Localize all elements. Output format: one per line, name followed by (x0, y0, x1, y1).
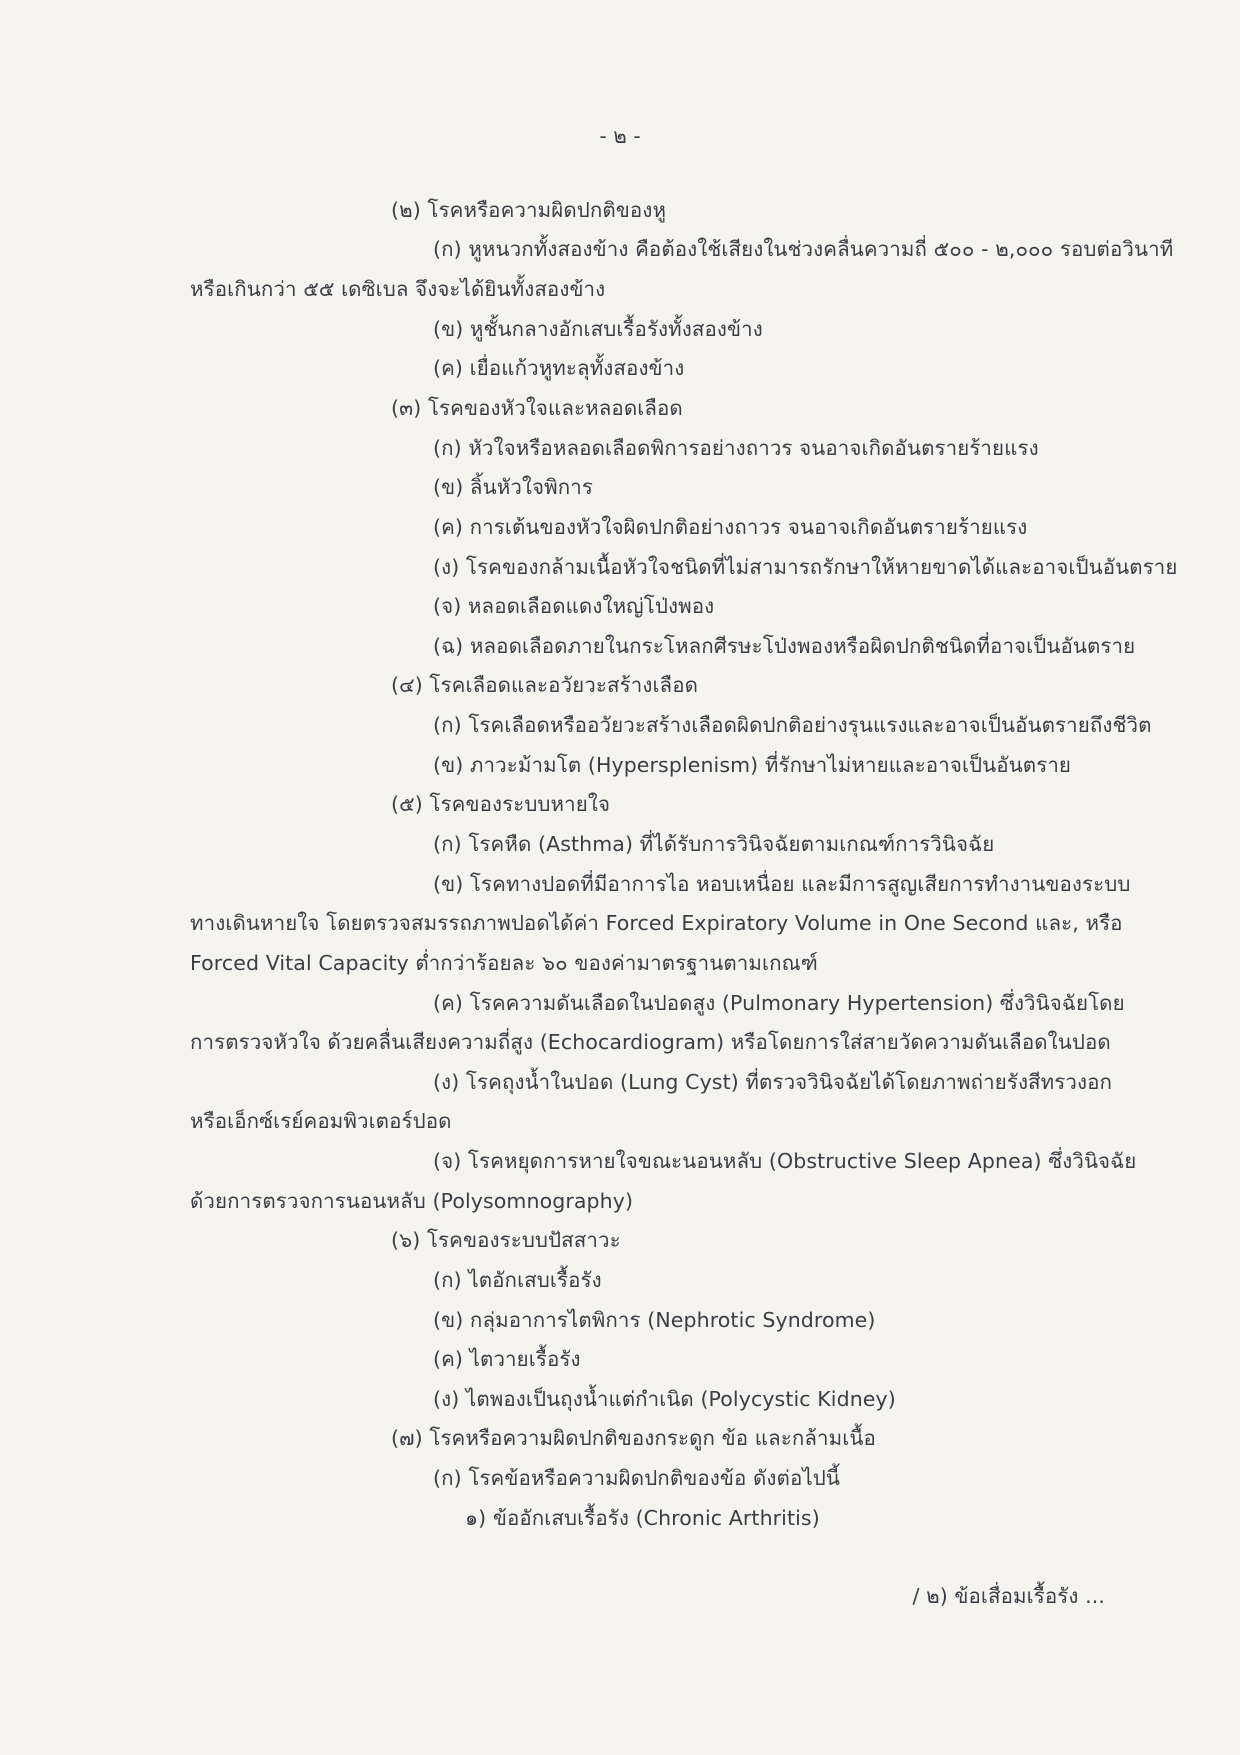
list-item: (ง) โรคของกล้ามเนื้อหัวใจชนิดที่ไม่สามารถรักษาให้หายขาดได้และอาจเป็นอันตราย (433, 555, 1178, 579)
list-item: (ก) ไตอักเสบเรื้อรัง (433, 1268, 602, 1292)
continuation-note: / ๒) ข้อเสื่อมเรื้อรัง ... (912, 1584, 1105, 1608)
sub-list-item: ๑) ข้ออักเสบเรื้อรัง (Chronic Arthritis) (465, 1506, 820, 1530)
list-item: (ก) หัวใจหรือหลอดเลือดพิการอย่างถาวร จนอาจเกิดอันตรายร้ายแรง (433, 436, 1039, 460)
list-item: (ง) โรคถุงน้ำในปอด (Lung Cyst) ที่ตรวจวินิจฉัยได้โดยภาพถ่ายรังสีทรวงอก (433, 1070, 1113, 1094)
list-item: (ค) เยื่อแก้วหูทะลุทั้งสองข้าง (433, 356, 685, 380)
list-item-continuation: ด้วยการตรวจการนอนหลับ (Polysomnography) (190, 1189, 634, 1213)
list-item: (ฉ) หลอดเลือดภายในกระโหลกศีรษะโป่งพองหรือผิดปกติชนิดที่อาจเป็นอันตราย (433, 634, 1136, 658)
list-item-continuation: Forced Vital Capacity ต่ำกว่าร้อยละ ๖๐ ของค่ามาตรฐานตามเกณฑ์ (190, 951, 818, 975)
list-item-continuation: การตรวจหัวใจ ด้วยคลื่นเสียงความถี่สูง (Echocardiogram) หรือโดยการใส่สายวัดความดันเลือดในปอด (190, 1030, 1111, 1054)
list-item: (ค) โรคความดันเลือดในปอดสูง (Pulmonary Hypertension) ซึ่งวินิจฉัยโดย (433, 991, 1125, 1015)
list-item: (ค) ไตวายเรื้อรัง (433, 1347, 581, 1371)
list-item: (ข) โรคทางปอดที่มีอาการไอ หอบเหนื่อย และมีการสูญเสียการทำงานของระบบ (433, 872, 1131, 896)
list-item: (ข) ลิ้นหัวใจพิการ (433, 475, 593, 499)
list-item: (ค) การเต้นของหัวใจผิดปกติอย่างถาวร จนอาจเกิดอันตรายร้ายแรง (433, 515, 1028, 539)
list-item: (จ) โรคหยุดการหายใจขณะนอนหลับ (Obstructive Sleep Apnea) ซึ่งวินิจฉัย (433, 1149, 1137, 1173)
section-heading: (๕) โรคของระบบหายใจ (391, 792, 611, 816)
list-item: (ก) โรคข้อหรือความผิดปกติของข้อ ดังต่อไปนี้ (433, 1466, 840, 1490)
list-item: (ข) กลุ่มอาการไตพิการ (Nephrotic Syndrome) (433, 1308, 876, 1332)
list-item: (ก) หูหนวกทั้งสองข้าง คือต้องใช้เสียงในช่วงคลื่นความถี่ ๕๐๐ - ๒,๐๐๐ รอบต่อวินาที (433, 237, 1174, 261)
list-item: (ก) โรคเลือดหรืออวัยวะสร้างเลือดผิดปกติอย่างรุนแรงและอาจเป็นอันตรายถึงชีวิต (433, 713, 1152, 737)
list-item: (ข) หูชั้นกลางอักเสบเรื้อรังทั้งสองข้าง (433, 317, 763, 341)
list-item-continuation: ทางเดินหายใจ โดยตรวจสมรรถภาพปอดได้ค่า Forced Expiratory Volume in One Second และ, หรือ (190, 911, 1123, 935)
section-heading: (๒) โรคหรือความผิดปกติของหู (391, 198, 667, 222)
list-item: (จ) หลอดเลือดแดงใหญ่โป่งพอง (433, 594, 715, 618)
list-item-continuation: หรือเอ็กซ์เรย์คอมพิวเตอร์ปอด (190, 1109, 452, 1133)
section-heading: (๗) โรคหรือความผิดปกติของกระดูก ข้อ และกล้ามเนื้อ (391, 1426, 876, 1450)
section-heading: (๓) โรคของหัวใจและหลอดเลือด (391, 396, 683, 420)
list-item: (ง) ไตพองเป็นถุงน้ำแต่กำเนิด (Polycystic Kidney) (433, 1387, 896, 1411)
section-heading: (๖) โรคของระบบปัสสาวะ (391, 1228, 621, 1252)
list-item: (ก) โรคหืด (Asthma) ที่ได้รับการวินิจฉัยตามเกณฑ์การวินิจฉัย (433, 832, 995, 856)
section-heading: (๔) โรคเลือดและอวัยวะสร้างเลือด (391, 673, 699, 697)
page-number: - ๒ - (599, 124, 641, 148)
list-item-continuation: หรือเกินกว่า ๕๕ เดซิเบล จึงจะได้ยินทั้งสองข้าง (190, 277, 606, 301)
list-item: (ข) ภาวะม้ามโต (Hypersplenism) ที่รักษาไม่หายและอาจเป็นอันตราย (433, 753, 1072, 777)
